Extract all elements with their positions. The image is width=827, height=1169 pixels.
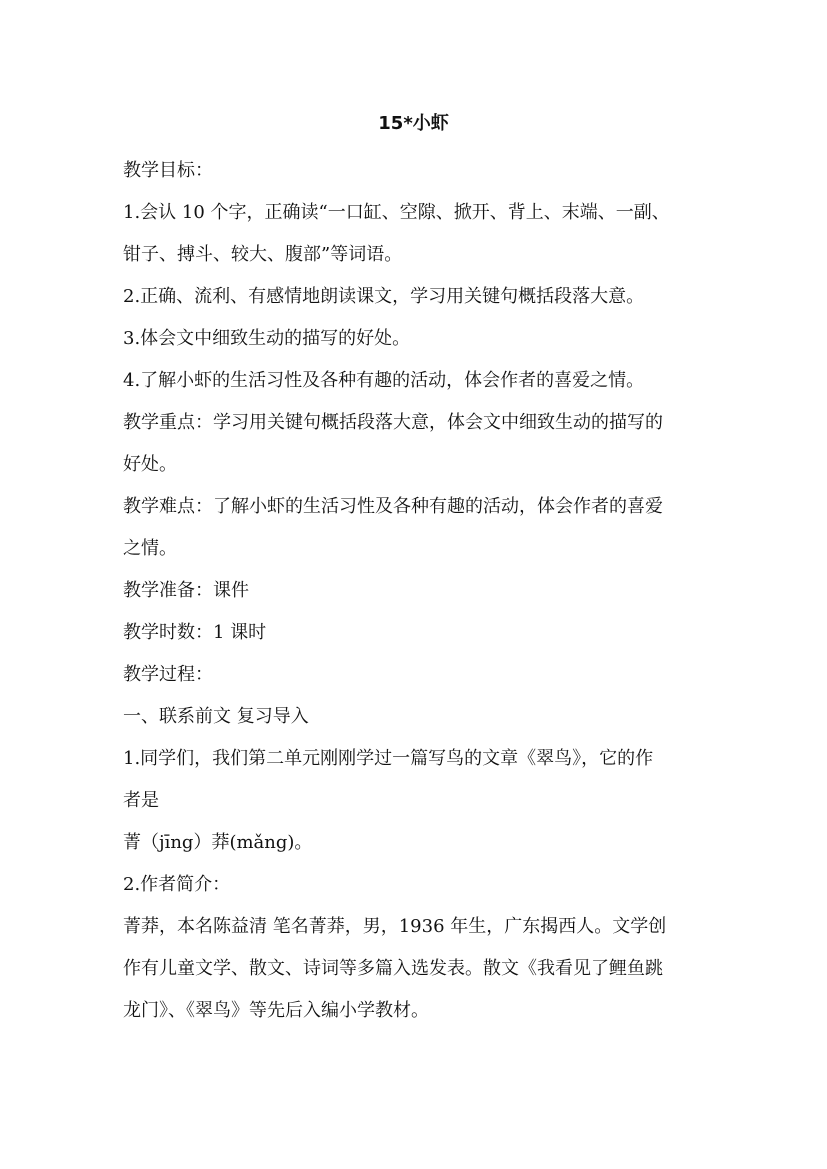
section-heading-objectives: 教学目标：: [123, 160, 213, 181]
step-1-line-1: 1.同学们，我们第二单元刚刚学过一篇写鸟的文章《翠鸟》，它的作: [123, 748, 654, 769]
step-one-heading: 一、联系前文 复习导入: [123, 706, 309, 727]
objective-3: 3.体会文中细致生动的描写的好处。: [123, 328, 411, 349]
author-intro-heading: 2.作者简介：: [123, 874, 231, 895]
preparation: 教学准备：课件: [123, 580, 249, 601]
objective-1-line-1: 1.会认 10 个字，正确读“一口缸、空隙、掀开、背上、末端、一副、: [123, 202, 670, 223]
objective-4: 4.了解小虾的生活习性及各种有趣的活动，体会作者的喜爱之情。: [123, 370, 645, 391]
document-body: [123, 150, 723, 1032]
key-points-line-2: 好处。: [123, 454, 177, 475]
key-points-line-1: 教学重点：学习用关键句概括段落大意，体会文中细致生动的描写的: [123, 412, 663, 433]
objective-2: 2.正确、流利、有感情地朗读课文，学习用关键句概括段落大意。: [123, 286, 645, 307]
author-pinyin: 菁（jīng）莽(mǎng)。: [123, 832, 313, 853]
step-1-line-2: 者是: [123, 790, 159, 811]
section-heading-process: 教学过程：: [123, 664, 213, 685]
author-intro-line-3: 龙门》、《翠鸟》等先后入编小学教材。: [123, 1000, 429, 1021]
objective-1-line-2: 钳子、搏斗、较大、腹部”等词语。: [123, 244, 403, 265]
difficulties-line-1: 教学难点：了解小虾的生活习性及各种有趣的活动，体会作者的喜爱: [123, 496, 663, 517]
document-title: 15*小虾: [378, 113, 449, 134]
difficulties-line-2: 之情。: [123, 538, 177, 559]
author-intro-line-1: 菁莽，本名陈益清 笔名菁莽，男，1936 年生，广东揭西人。文学创: [123, 916, 667, 937]
class-hours: 教学时数：1 课时: [123, 622, 267, 643]
author-intro-line-2: 作有儿童文学、散文、诗词等多篇入选发表。散文《我看见了鲤鱼跳: [123, 958, 663, 979]
